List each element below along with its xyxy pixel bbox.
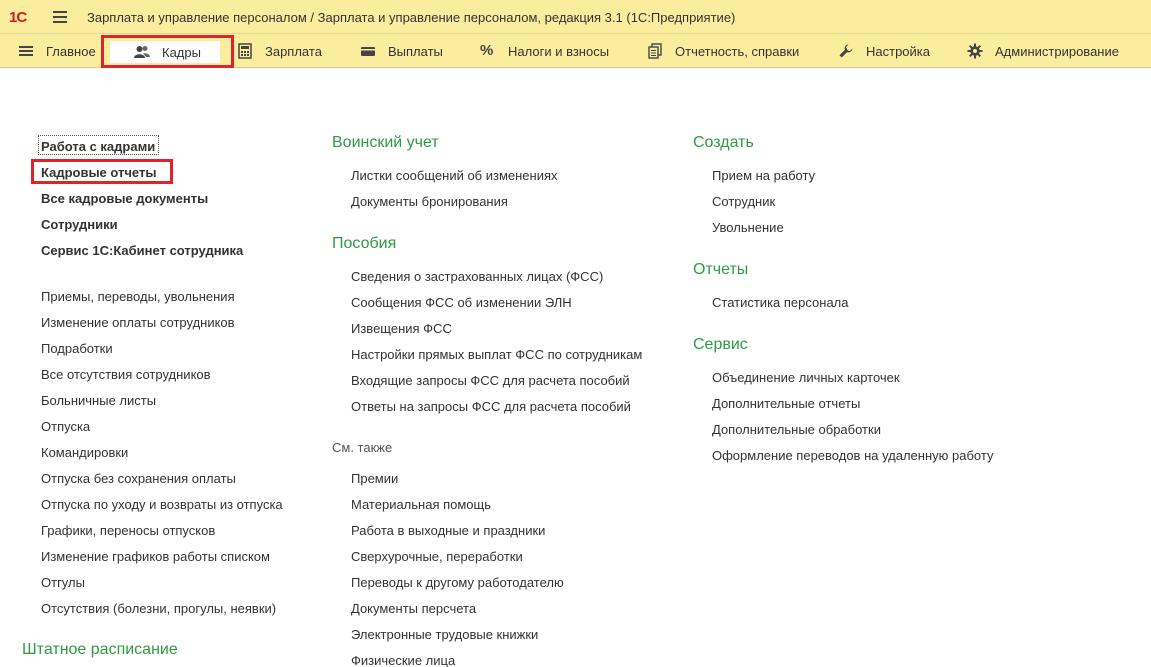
list-item[interactable]: Все отсутствия сотрудников bbox=[41, 367, 211, 382]
list-item[interactable]: Изменение графиков работы списком bbox=[41, 549, 270, 564]
gear-icon bbox=[967, 43, 983, 59]
list-item[interactable]: Графики, переносы отпусков bbox=[41, 523, 216, 538]
list-item[interactable]: Листки сообщений об изменениях bbox=[351, 168, 558, 183]
list-item[interactable]: Отгулы bbox=[41, 575, 85, 590]
list-item[interactable]: Увольнение bbox=[712, 220, 784, 235]
link-all-hr-documents[interactable]: Все кадровые документы bbox=[41, 191, 209, 206]
section-taxes[interactable] bbox=[480, 34, 609, 68]
list-item[interactable]: Больничные листы bbox=[41, 393, 157, 408]
list-item[interactable]: Командировки bbox=[41, 445, 129, 460]
1c-logo bbox=[9, 9, 41, 25]
percent-icon: % bbox=[480, 42, 494, 59]
link-employee-cabinet-service[interactable]: Сервис 1С:Кабинет сотрудника bbox=[41, 243, 244, 258]
window-title: Зарплата и управление персоналом / Зарплата и управление персоналом, редакция 3.1 (1С:Предприятие) bbox=[87, 10, 736, 25]
title-bar bbox=[0, 0, 1151, 34]
documents-icon bbox=[647, 43, 663, 59]
section-salary[interactable] bbox=[237, 34, 322, 68]
group-heading-military: Воинский учет bbox=[332, 134, 439, 151]
list-item[interactable]: Электронные трудовые книжки bbox=[351, 627, 539, 642]
list-item[interactable]: Подработки bbox=[41, 341, 113, 356]
list-item[interactable]: Дополнительные обработки bbox=[712, 422, 881, 437]
list-item[interactable]: Изменение оплаты сотрудников bbox=[41, 315, 235, 330]
list-item[interactable]: Настройки прямых выплат ФСС по сотрудникам bbox=[351, 347, 643, 362]
section-reporting[interactable] bbox=[647, 34, 799, 68]
group-heading-benefits: Пособия bbox=[332, 235, 397, 252]
list-item[interactable]: Документы персчета bbox=[351, 601, 477, 616]
list-item[interactable]: Сведения о застрахованных лицах (ФСС) bbox=[351, 269, 604, 284]
list-item[interactable]: Документы бронирования bbox=[351, 194, 508, 209]
section-hr-active[interactable] bbox=[101, 35, 234, 68]
list-item[interactable]: Отпуска bbox=[41, 419, 91, 434]
section-main[interactable] bbox=[18, 34, 96, 68]
section-label: Выплаты bbox=[388, 43, 443, 59]
list-item[interactable]: Отсутствия (болезни, прогулы, неявки) bbox=[41, 601, 277, 616]
section-settings[interactable] bbox=[838, 34, 930, 68]
list-item[interactable]: Дополнительные отчеты bbox=[712, 396, 861, 411]
link-employees[interactable]: Сотрудники bbox=[41, 217, 118, 232]
list-item[interactable]: Отпуска без сохранения оплаты bbox=[41, 471, 236, 486]
functions-panel bbox=[0, 68, 1151, 667]
wrench-icon bbox=[838, 43, 854, 59]
sections-panel bbox=[0, 34, 1151, 68]
group-heading-service: Сервис bbox=[693, 336, 748, 353]
section-label: Кадры bbox=[162, 44, 201, 60]
list-item[interactable]: Ответы на запросы ФСС для расчета пособий bbox=[351, 399, 631, 414]
list-item[interactable]: Материальная помощь bbox=[351, 497, 492, 512]
link-hr-work[interactable]: Работа с кадрами bbox=[41, 139, 156, 154]
section-administration[interactable] bbox=[967, 34, 1119, 68]
section-label: Администрирование bbox=[995, 43, 1119, 59]
list-item[interactable]: Оформление переводов на удаленную работу bbox=[712, 448, 994, 463]
see-also-heading: См. также bbox=[332, 440, 393, 455]
logo-text: 1С bbox=[9, 9, 27, 25]
list-item[interactable]: Извещения ФСС bbox=[351, 321, 452, 336]
menu-lines-icon bbox=[18, 43, 34, 59]
group-heading-reports: Отчеты bbox=[693, 261, 749, 278]
list-item[interactable]: Приемы, переводы, увольнения bbox=[41, 289, 235, 304]
link-hr-reports[interactable]: Кадровые отчеты bbox=[41, 165, 157, 180]
list-item[interactable]: Сотрудник bbox=[712, 194, 776, 209]
list-item[interactable]: Входящие запросы ФСС для расчета пособий bbox=[351, 373, 630, 388]
list-item[interactable]: Прием на работу bbox=[712, 168, 816, 183]
section-payments[interactable] bbox=[360, 34, 443, 68]
group-heading-create: Создать bbox=[693, 134, 754, 151]
list-item[interactable]: Переводы к другому работодателю bbox=[351, 575, 564, 590]
section-label: Главное bbox=[46, 43, 96, 59]
list-item[interactable]: Работа в выходные и праздники bbox=[351, 523, 546, 538]
list-item[interactable]: Сообщения ФСС об изменении ЭЛН bbox=[351, 295, 572, 310]
list-item[interactable]: Отпуска по уходу и возвраты из отпуска bbox=[41, 497, 283, 512]
main-menu-icon[interactable] bbox=[53, 11, 67, 23]
wallet-icon bbox=[360, 43, 376, 59]
list-item[interactable]: Сверхурочные, переработки bbox=[351, 549, 523, 564]
list-item[interactable]: Физические лица bbox=[351, 653, 456, 667]
calculator-icon bbox=[237, 43, 253, 59]
list-item[interactable]: Объединение личных карточек bbox=[712, 370, 900, 385]
section-label: Отчетность, справки bbox=[675, 43, 800, 59]
people-icon bbox=[134, 44, 150, 60]
section-label: Налоги и взносы bbox=[508, 43, 610, 59]
section-label: Зарплата bbox=[265, 43, 322, 59]
section-label: Настройка bbox=[866, 43, 930, 59]
group-heading-staffing: Штатное расписание bbox=[22, 641, 178, 658]
list-item[interactable]: Премии bbox=[351, 471, 399, 486]
list-item[interactable]: Статистика персонала bbox=[712, 295, 849, 310]
